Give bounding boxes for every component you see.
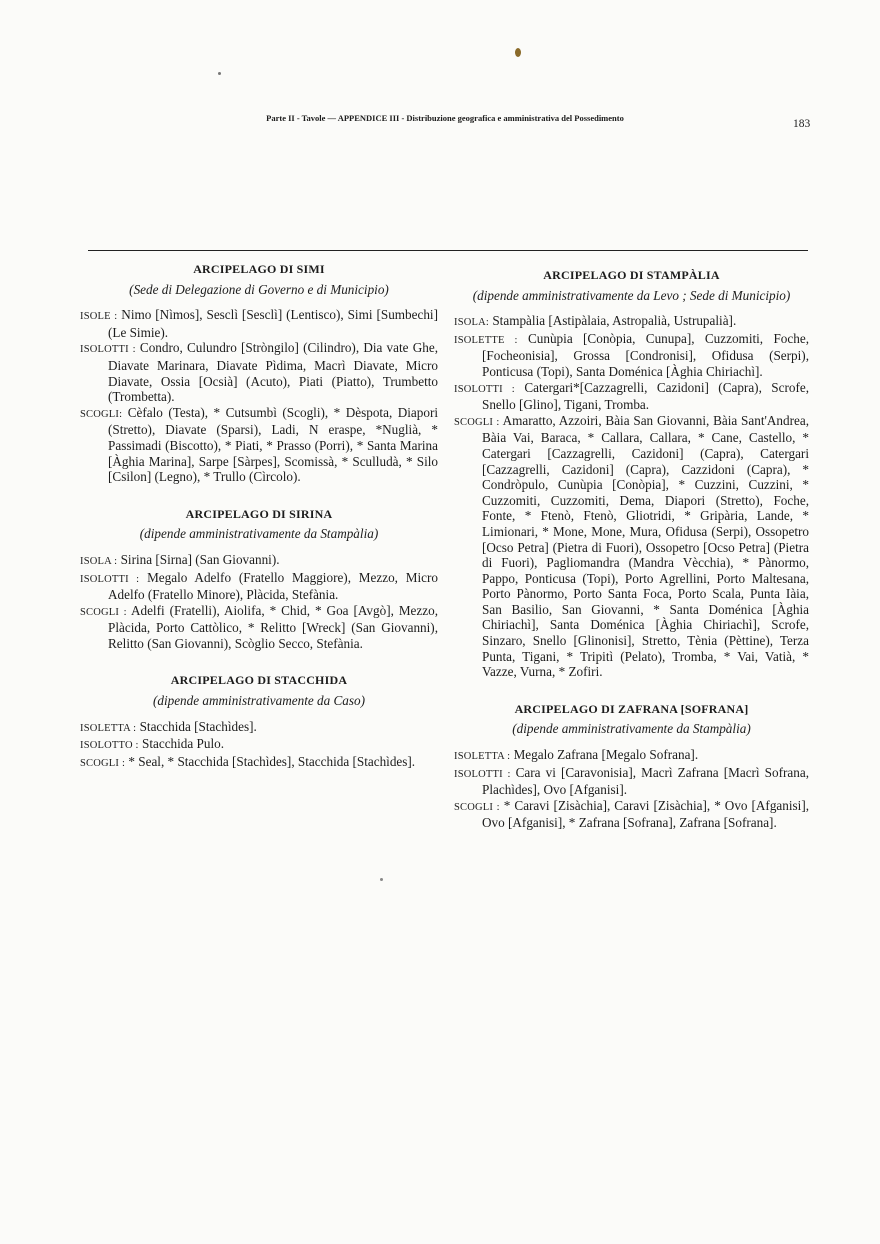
scan-speck (380, 878, 383, 881)
entry-text: Sirina [Sirna] (San Giovanni). (120, 551, 280, 567)
entry-label: ISOLOTTI : (454, 768, 511, 780)
entry-label: ISOLE : (80, 311, 118, 323)
entry-label: ISOLOTTO : (80, 740, 139, 752)
section-subtitle: (dipende amministrativamente da Stampàlia) (512, 721, 751, 737)
entry-scogli (454, 413, 809, 680)
entry-text: Stacchida [Stachìdes]. (139, 718, 257, 734)
entry-label: SCOGLI: (80, 408, 123, 420)
scan-speck (218, 72, 221, 75)
entry-scogli (80, 603, 438, 652)
entry-label: ISOLETTA : (80, 722, 137, 734)
section-title: ARCIPELAGO DI STAMPÀLIA (543, 268, 720, 282)
entry-text: Megalo Zafrana [Megalo Sofrana]. (513, 747, 699, 763)
section-subtitle: (Sede di Delegazione di Governo e di Municipio) (129, 281, 389, 297)
section-title: ARCIPELAGO DI STACCHIDA (170, 673, 348, 688)
scan-speck (515, 48, 521, 57)
entry-label: SCOGLI : (454, 416, 500, 428)
section-title: ARCIPELAGO DI ZAFRANA [SOFRANA] (514, 701, 749, 716)
section-stampalia (454, 268, 809, 680)
entry-text: Adelfi (Fratelli), Aiolifa, * Chid, * Goa [Avgò], Mezzo, Plàcida, Porto Cattòlico, * Relitto [Wreck] (San Giovanni), Relitto (San Giovanni), Scòglio Secco, Stefània. (108, 602, 439, 651)
entry-text: Condro, Culundro [Stròngilo] (Cilindro), Dia vate Ghe, Diavate Marinara, Diavate Pìdima, Macrì Diavate, Micro Diavate, Ossia [Ocsià] (Acuto), Piati (Piatto), Trumbetto (Trombetta). (108, 340, 438, 405)
page-number: 183 (793, 118, 811, 130)
entry-scogli (454, 798, 809, 831)
entry-text: Stacchida Pulo. (141, 736, 225, 752)
entry-isola (454, 313, 809, 331)
section-stacchida (80, 673, 438, 771)
entry-label: SCOGLI : (80, 757, 126, 769)
entry-label: SCOGLI : (80, 606, 127, 618)
entry-text: * Seal, * Stacchida [Stachìdes], Stacchida [Stachìdes]. (128, 753, 416, 769)
entry-text: Stampàlia [Astipàlaia, Astropalià, Ustrupalià]. (492, 313, 737, 329)
entry-isoletta (454, 747, 809, 765)
entry-isoletta (80, 719, 438, 737)
entry-label: ISOLA: (454, 317, 490, 329)
entry-label: ISOLETTA : (454, 751, 511, 763)
section-subtitle: (dipende amministrativamente da Stampàlia) (139, 526, 379, 542)
entry-label: SCOGLI : (454, 801, 500, 813)
entry-text: Cara vi [Caravonisia], Macrì Zafrana [Macrì Sofrana, Plachìdes], Ovo [Afganisi]. (482, 764, 809, 798)
entry-label: ISOLOTTI : (80, 344, 136, 356)
entry-text: Catergari*[Cazzagrelli, Cazidoni] (Capra), Scrofe, Snello [Glino], Tigani, Tromba. (482, 379, 809, 413)
left-column (80, 262, 438, 793)
entry-isolotti (80, 570, 438, 603)
right-column (454, 268, 809, 853)
section-subtitle: (dipende amministrativamente da Levo ; Sede di Municipio) (472, 287, 791, 303)
entry-text: Amaratto, Azzoiri, Bàia San Giovanni, Bàia Sant'Andrea, Bàia Vai, Baraca, * Callara, Callara, * Cane, Castello, * Catergari [Cazzagrelli, Cazidoni] (Capra), Catergari [Cazzagrelli, Cazidoni] (Capra), Cazzidoni (Capra), * Condròpulo, Cunùpia [Conòpia], * Cuzzini, Cuzzini, * Cuzzomiti, Cuzzomiti, Dema, Diapori (Stretto), Foche, Fonte, * Ftenò, Ftenò, Gliotridi, * Gripària, Lande, * Limionari, * Mone, Mone, Mura, Ofidusa (Serpi), Ossopetro [Ocso Petra] (Pietra di Fuori), Ossopetro [Ocso Petra] (Pietra di Fuori), Pagliomandra (Mandra Vècchia), * Pànormo, Pappo, Ponticusa (Topi), Porto Agrellini, Porto Maltesana, Porto Pànormo, Porto Santa Foca, Porto Scala, Punta Iàia, San Basilio, San Giovanni, * Santa Doménica [Àghia Chiriachì], Santa Doménica [Àghia Chiriachì], Scrofe, Sinzaro, Snello [Glinonisi], Stretto, Tènia (Pèttine), Terza Punta, Tigani, * Tripitì (Pelato), Tromba, * Vai, Vatià, * Vazze, Vurna, * Zofiri. (482, 412, 809, 680)
entry-isolette (454, 331, 809, 380)
entry-scogli (80, 754, 438, 772)
entry-isole (80, 307, 438, 340)
section-title: ARCIPELAGO DI SIMI (193, 262, 325, 276)
header-rule (88, 250, 808, 251)
entry-label: ISOLA : (80, 555, 118, 567)
entry-isolotto (80, 736, 438, 754)
section-simi (80, 262, 438, 485)
section-zafrana (454, 702, 809, 831)
entry-isolotti (454, 380, 809, 413)
entry-isola (80, 552, 438, 570)
entry-label: ISOLOTTI : (80, 573, 140, 585)
entry-isolotti (80, 340, 438, 404)
entry-text: Cèfalo (Testa), * Cutsumbì (Scogli), * Dèspota, Diapori (Stretto), Diavate (Sparsi), Ladi, N eraspe, *Nuglià, * Passimadi (Biscotto), * Piati, * Prasso (Porri), * Santa Marina [Àghia Marina], Sarpe [Sàrpes], Scomissà, * Sculludà, * Silo [Csilon] (Legno), * Trullo (Cìrcolo). (108, 404, 438, 485)
entry-text: Megalo Adelfo (Fratello Maggiore), Mezzo, Micro Adelfo (Fratello Minore), Plàcida, Stefània. (108, 569, 438, 603)
entry-isolotti (454, 765, 809, 798)
entry-text: Cunùpia [Conòpia, Cunupa], Cuzzomiti, Foche, [Focheonisia], Grossa [Condronisi], Ofidusa (Serpi), Ponticusa (Topi), Santa Doménica [Àghia Chiriachì]. (482, 330, 810, 379)
entry-scogli (80, 405, 438, 485)
section-sirina (80, 507, 438, 652)
entry-label: ISOLOTTI : (454, 383, 515, 395)
entry-label: ISOLETTE : (454, 334, 518, 346)
entry-text: Nimo [Nìmos], Sesclì [Sesclì] (Lentisco), Simi [Sumbechi] (Le Simie). (108, 307, 438, 340)
running-header: Parte II - Tavole — APPENDICE III - Distribuzione geografica e amministrativa del Possedimento (266, 113, 624, 123)
section-title: ARCIPELAGO DI SIRINA (185, 506, 333, 521)
entry-text: * Caravi [Zisàchia], Caravi [Zisàchia], * Ovo [Afganisi], Ovo [Afganisi], * Zafrana [Sofrana], Zafrana [Sofrana]. (482, 797, 810, 831)
section-subtitle: (dipende amministrativamente da Caso) (152, 693, 366, 709)
